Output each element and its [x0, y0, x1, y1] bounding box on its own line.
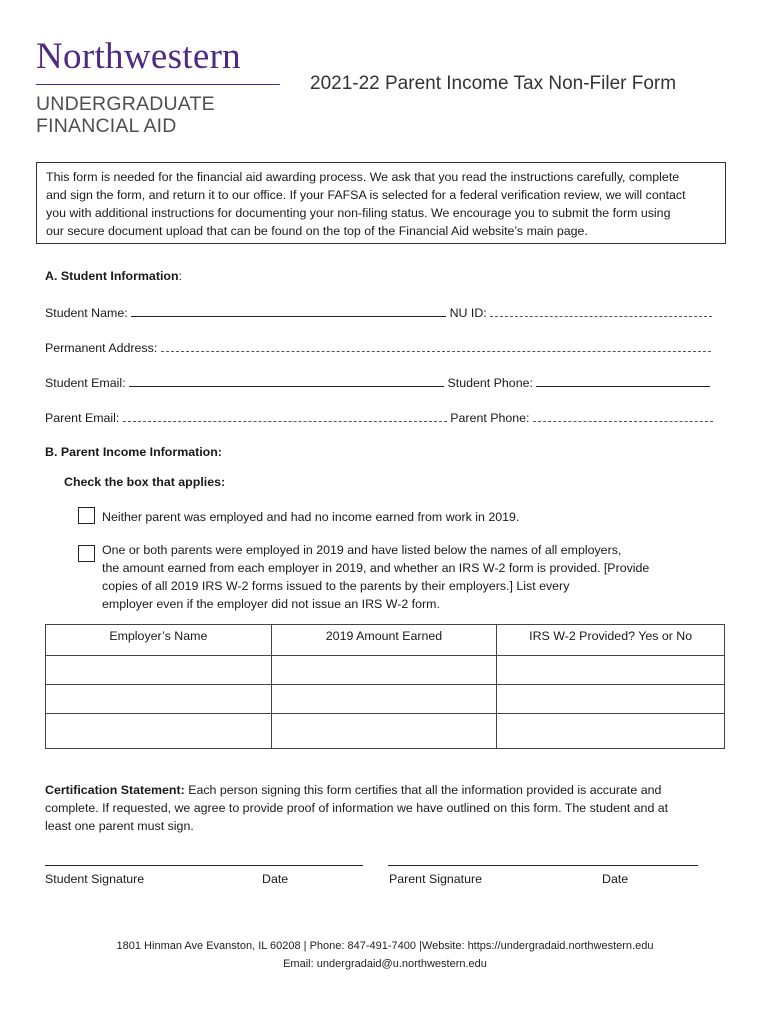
section-a-heading-colon: :: [178, 269, 182, 283]
table-header-row: [46, 625, 725, 656]
certification-line: [45, 781, 668, 799]
intro-line: our secure document upload that can be found on the top of the Financial Aid website’s main page.: [46, 224, 588, 238]
student-email-field[interactable]: [129, 374, 444, 387]
amount-earned-cell[interactable]: [271, 656, 497, 685]
employed-option-text: [102, 541, 649, 613]
permanent-address-label: Permanent Address:: [45, 341, 158, 355]
employer-name-cell[interactable]: [46, 656, 272, 685]
student-name-label: Student Name:: [45, 306, 128, 320]
w2-provided-header: IRS W-2 Provided? Yes or No: [497, 625, 725, 656]
no-income-option-text: Neither parent was employed and had no income earned from work in 2019.: [102, 510, 520, 524]
amount-earned-header: 2019 Amount Earned: [271, 625, 497, 656]
student-email-row: [45, 374, 710, 391]
parent-phone-field[interactable]: [533, 409, 713, 422]
employed-option-line: the amount earned from each employer in 2019, and whether an IRS W-2 form is provided. [Provide: [102, 561, 650, 575]
student-date-label: Date: [262, 872, 289, 886]
certification-label: Certification Statement:: [45, 783, 185, 797]
amount-earned-cell[interactable]: [271, 685, 497, 714]
parent-email-row: [45, 409, 713, 426]
employer-name-cell[interactable]: [46, 714, 272, 749]
parent-email-label: Parent Email:: [45, 411, 120, 425]
intro-line: This form is needed for the financial aid awarding process. We ask that you read the instructions carefully, complete: [46, 170, 680, 184]
parent-date-label: Date: [602, 872, 629, 886]
w2-provided-cell[interactable]: [497, 656, 725, 685]
parent-signature-label: Parent Signature: [389, 872, 482, 886]
employer-name-cell[interactable]: [46, 685, 272, 714]
employer-table: [45, 624, 725, 749]
student-phone-field[interactable]: [536, 374, 710, 387]
permanent-address-field[interactable]: [161, 339, 711, 352]
employed-option-line: employer even if the employer did not issue an IRS W-2 form.: [102, 597, 440, 611]
w2-provided-cell[interactable]: [497, 685, 725, 714]
employed-option-line: copies of all 2019 IRS W-2 forms issued to the parents by their employers.] List every: [102, 579, 570, 593]
student-name-field[interactable]: [131, 304, 446, 317]
certification-line: complete. If requested, we agree to provide proof of information we have outlined on this form. The student and at: [45, 801, 669, 815]
certification-statement: [45, 781, 668, 835]
no-income-checkbox[interactable]: [78, 507, 95, 524]
intro-line: and sign the form, and return it to our office. If your FAFSA is selected for a federal verification review, we will contact: [46, 188, 686, 202]
table-row: [46, 685, 725, 714]
employed-checkbox[interactable]: [78, 545, 95, 562]
table-row: [46, 714, 725, 749]
logo-subtitle-line2: FINANCIAL AID: [36, 115, 177, 137]
permanent-address-row: [45, 339, 711, 356]
nu-id-field[interactable]: [490, 304, 712, 317]
student-signature-label: Student Signature: [45, 872, 145, 886]
table-row: [46, 656, 725, 685]
amount-earned-cell[interactable]: [271, 714, 497, 749]
form-title: 2021-22 Parent Income Tax Non-Filer Form: [310, 73, 677, 94]
nu-id-label: NU ID:: [449, 306, 487, 320]
logo-subtitle: [36, 93, 215, 137]
footer-contact: 1801 Hinman Ave Evanston, IL 60208 | Phone: 847-491-7400 |Website: https://undergradaid.northwestern.edu: [116, 940, 654, 952]
parent-signature-line[interactable]: [388, 864, 698, 866]
logo-divider: [36, 84, 280, 85]
parent-phone-label: Parent Phone:: [450, 411, 530, 425]
intro-line: you with additional instructions for documenting your non-filing status. We encourage you to submit the form using: [46, 206, 671, 220]
certification-text: Each person signing this form certifies that all the information provided is accurate and: [184, 783, 662, 797]
certification-line: least one parent must sign.: [45, 819, 194, 833]
student-phone-label: Student Phone:: [447, 376, 533, 390]
employed-option-line: One or both parents were employed in 2019 and have listed below the names of all employers,: [102, 543, 622, 557]
logo-subtitle-line1: UNDERGRADUATE: [36, 93, 215, 115]
w2-provided-cell[interactable]: [497, 714, 725, 749]
section-a-heading-text: A. Student Information: [45, 269, 179, 283]
parent-email-field[interactable]: [123, 409, 447, 422]
section-a-heading: [45, 268, 182, 284]
footer-email: Email: undergradaid@u.northwestern.edu: [283, 958, 487, 970]
student-email-label: Student Email:: [45, 376, 126, 390]
student-signature-line[interactable]: [45, 864, 363, 866]
section-b-heading: B. Parent Income Information:: [45, 445, 222, 459]
student-name-row: [45, 304, 712, 321]
check-prompt: Check the box that applies:: [64, 475, 226, 489]
intro-box: [36, 162, 726, 244]
employer-name-header: Employer’s Name: [46, 625, 272, 656]
logo-wordmark: Northwestern: [36, 36, 241, 77]
